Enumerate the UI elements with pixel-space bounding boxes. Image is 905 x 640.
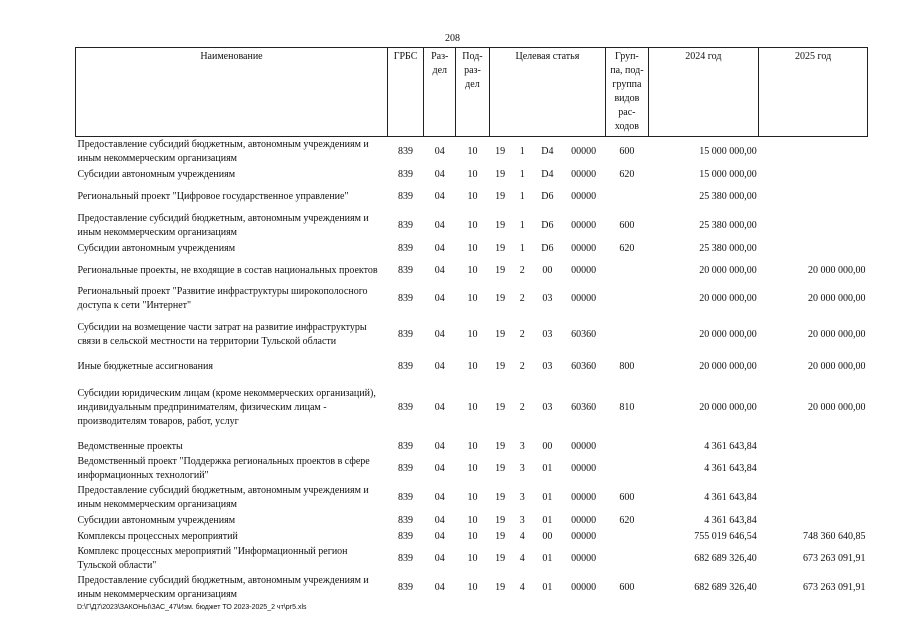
expense-group-code: 620 (619, 514, 635, 526)
amount-2024: 20 000 000,00 (699, 292, 757, 304)
row-name: Предоставление субсидий бюджетным, автономным учреждениям и иным некоммерческим организациям (77, 212, 369, 238)
row-name: Ведомственный проект "Поддержка региональных проектов в сфере информационных технологий" (77, 455, 370, 481)
target-type: 4 (519, 530, 525, 542)
expense-group-code: 600 (619, 491, 635, 503)
target-program: 19 (495, 552, 506, 564)
amount-2024: 4 361 643,84 (704, 514, 757, 526)
razdel-code: 04 (434, 190, 445, 202)
target-program: 19 (495, 328, 506, 340)
header-year-2025: 2025 год (759, 48, 868, 137)
expense-group-code (606, 529, 648, 545)
target-project: 03 (542, 292, 553, 304)
grbs-code: 839 (398, 514, 414, 526)
header-podrazdel: Под- раз- дел (456, 48, 489, 137)
row-name: Ведомственные проекты (77, 440, 183, 452)
target-direction: 00000 (571, 462, 597, 474)
target-program: 19 (495, 514, 506, 526)
table-row (76, 483, 868, 513)
header-target-article: Целевая статья (489, 48, 606, 137)
razdel-code: 04 (434, 581, 445, 593)
amount-2025: 20 000 000,00 (808, 360, 866, 372)
grbs-code: 839 (398, 491, 414, 503)
podrazdel-code: 10 (467, 242, 478, 254)
amount-2024: 755 019 646,54 (694, 530, 757, 542)
target-direction: 00000 (571, 219, 597, 231)
target-program: 19 (495, 219, 506, 231)
grbs-code: 839 (398, 552, 414, 564)
target-program: 19 (495, 360, 506, 372)
target-program: 19 (495, 462, 506, 474)
row-name: Региональный проект "Развитие инфраструктуры широкополосного доступа к сети "Интернет" (77, 285, 368, 311)
target-program: 19 (495, 264, 506, 276)
header-grbs: ГРБС (387, 48, 423, 137)
podrazdel-code: 10 (467, 401, 478, 413)
razdel-code: 04 (434, 401, 445, 413)
target-direction: 00000 (571, 581, 597, 593)
target-type: 2 (519, 292, 525, 304)
podrazdel-code: 10 (467, 292, 478, 304)
target-direction: 60360 (571, 401, 597, 413)
target-type: 3 (519, 462, 525, 474)
amount-2024: 15 000 000,00 (699, 145, 757, 157)
amount-2025: 20 000 000,00 (808, 328, 866, 340)
row-name: Субсидии автономным учреждениям (77, 242, 236, 254)
target-type: 1 (519, 242, 525, 254)
target-project: 01 (542, 581, 553, 593)
amount-2025: 673 263 091,91 (803, 552, 866, 564)
razdel-code: 04 (434, 440, 445, 452)
row-name: Региональные проекты, не входящие в состав национальных проектов (77, 264, 378, 276)
amount-2024: 20 000 000,00 (699, 328, 757, 340)
grbs-code: 839 (398, 401, 414, 413)
header-expense-group: Груп- па, под- группа видов рас- ходов (606, 48, 648, 137)
target-project: 01 (542, 491, 553, 503)
target-project: 03 (542, 401, 553, 413)
row-name: Комплексы процессных мероприятий (77, 530, 238, 542)
target-program: 19 (495, 440, 506, 452)
grbs-code: 839 (398, 581, 414, 593)
amount-2024: 15 000 000,00 (699, 168, 757, 180)
grbs-code: 839 (398, 145, 414, 157)
podrazdel-code: 10 (467, 190, 478, 202)
row-name: Предоставление субсидий бюджетным, автономным учреждениям и иным некоммерческим организациям (77, 574, 369, 600)
amount-2025: 20 000 000,00 (808, 401, 866, 413)
target-project: 01 (542, 514, 553, 526)
target-direction: 00000 (571, 440, 597, 452)
podrazdel-code: 10 (467, 360, 478, 372)
target-direction: 00000 (571, 242, 597, 254)
grbs-code: 839 (398, 242, 414, 254)
target-direction: 00000 (571, 491, 597, 503)
header-name: Наименование (76, 48, 388, 137)
table-row (76, 455, 868, 483)
expense-group-code (606, 183, 648, 211)
table-row (76, 377, 868, 439)
amount-2025 (759, 137, 868, 167)
podrazdel-code: 10 (467, 264, 478, 276)
target-program: 19 (495, 491, 506, 503)
expense-group-code: 800 (619, 360, 635, 372)
amount-2025 (759, 513, 868, 529)
target-project: 01 (542, 462, 553, 474)
row-name: Субсидии на возмещение части затрат на развитие инфраструктуры связи в сельской местности на территории Тульской области (77, 321, 367, 347)
target-direction: 60360 (571, 328, 597, 340)
podrazdel-code: 10 (467, 581, 478, 593)
target-type: 4 (519, 581, 525, 593)
expense-group-code (606, 545, 648, 573)
amount-2024: 4 361 643,84 (704, 462, 757, 474)
target-program: 19 (495, 145, 506, 157)
grbs-code: 839 (398, 168, 414, 180)
table-row (76, 167, 868, 183)
target-project: 03 (542, 328, 553, 340)
target-type: 3 (519, 440, 525, 452)
grbs-code: 839 (398, 530, 414, 542)
row-name: Субсидии автономным учреждениям (77, 514, 236, 526)
podrazdel-code: 10 (467, 552, 478, 564)
expense-group-code (606, 439, 648, 455)
target-project: 00 (542, 264, 553, 276)
podrazdel-code: 10 (467, 491, 478, 503)
row-name: Субсидии автономным учреждениям (77, 168, 236, 180)
razdel-code: 04 (434, 219, 445, 231)
razdel-code: 04 (434, 360, 445, 372)
target-direction: 00000 (571, 145, 597, 157)
target-program: 19 (495, 242, 506, 254)
target-type: 3 (519, 514, 525, 526)
amount-2025 (759, 241, 868, 257)
table-row (76, 211, 868, 241)
row-name: Иные бюджетные ассигнования (77, 360, 213, 372)
amount-2025 (759, 183, 868, 211)
amount-2024: 25 380 000,00 (699, 219, 757, 231)
razdel-code: 04 (434, 168, 445, 180)
razdel-code: 04 (434, 264, 445, 276)
grbs-code: 839 (398, 264, 414, 276)
target-project: D4 (541, 145, 554, 157)
table-row (76, 183, 868, 211)
expense-group-code: 810 (619, 401, 635, 413)
table-row (76, 357, 868, 377)
podrazdel-code: 10 (467, 219, 478, 231)
amount-2024: 20 000 000,00 (699, 401, 757, 413)
expense-group-code: 600 (619, 219, 635, 231)
target-project: D6 (541, 242, 554, 254)
amount-2025 (759, 455, 868, 483)
table-header (76, 48, 868, 137)
amount-2025 (759, 211, 868, 241)
amount-2025 (759, 439, 868, 455)
target-project: 00 (542, 530, 553, 542)
target-program: 19 (495, 530, 506, 542)
row-name: Субсидии юридическим лицам (кроме некоммерческих организаций), индивидуальным предпринимателям, физическим лицам - производителям товаров, работ, услуг (77, 387, 376, 427)
podrazdel-code: 10 (467, 440, 478, 452)
amount-2024: 25 380 000,00 (699, 190, 757, 202)
podrazdel-code: 10 (467, 168, 478, 180)
razdel-code: 04 (434, 145, 445, 157)
table-row (76, 313, 868, 357)
table-row (76, 573, 868, 603)
row-name: Региональный проект "Цифровое государственное управление" (77, 190, 349, 202)
target-type: 1 (519, 219, 525, 231)
expense-group-code: 600 (619, 145, 635, 157)
amount-2025 (759, 483, 868, 513)
amount-2024: 20 000 000,00 (699, 264, 757, 276)
razdel-code: 04 (434, 292, 445, 304)
expense-group-code: 620 (619, 168, 635, 180)
amount-2024: 682 689 326,40 (694, 581, 757, 593)
amount-2025 (759, 167, 868, 183)
target-direction: 00000 (571, 168, 597, 180)
row-name: Предоставление субсидий бюджетным, автономным учреждениям и иным некоммерческим организациям (77, 138, 369, 164)
expense-group-code: 620 (619, 242, 635, 254)
expense-group-code (606, 285, 648, 313)
table-row (76, 241, 868, 257)
grbs-code: 839 (398, 462, 414, 474)
target-type: 2 (519, 328, 525, 340)
table-body (76, 137, 868, 603)
target-program: 19 (495, 190, 506, 202)
target-project: D6 (541, 190, 554, 202)
target-type: 4 (519, 552, 525, 564)
razdel-code: 04 (434, 462, 445, 474)
target-project: D4 (541, 168, 554, 180)
podrazdel-code: 10 (467, 462, 478, 474)
target-type: 1 (519, 145, 525, 157)
grbs-code: 839 (398, 292, 414, 304)
target-project: 01 (542, 552, 553, 564)
target-direction: 00000 (571, 292, 597, 304)
target-project: 03 (542, 360, 553, 372)
target-project: 00 (542, 440, 553, 452)
grbs-code: 839 (398, 360, 414, 372)
amount-2024: 4 361 643,84 (704, 491, 757, 503)
grbs-code: 839 (398, 328, 414, 340)
podrazdel-code: 10 (467, 530, 478, 542)
target-project: D6 (541, 219, 554, 231)
razdel-code: 04 (434, 514, 445, 526)
target-direction: 00000 (571, 514, 597, 526)
target-program: 19 (495, 168, 506, 180)
amount-2025: 673 263 091,91 (803, 581, 866, 593)
target-program: 19 (495, 292, 506, 304)
razdel-code: 04 (434, 491, 445, 503)
target-type: 1 (519, 190, 525, 202)
target-direction: 00000 (571, 530, 597, 542)
table-row (76, 545, 868, 573)
target-program: 19 (495, 401, 506, 413)
header-year-2024: 2024 год (648, 48, 759, 137)
amount-2024: 4 361 643,84 (704, 440, 757, 452)
target-type: 2 (519, 401, 525, 413)
razdel-code: 04 (434, 552, 445, 564)
podrazdel-code: 10 (467, 514, 478, 526)
table-row (76, 285, 868, 313)
table-row (76, 513, 868, 529)
target-type: 1 (519, 168, 525, 180)
razdel-code: 04 (434, 530, 445, 542)
amount-2025: 748 360 640,85 (803, 530, 866, 542)
razdel-code: 04 (434, 328, 445, 340)
target-direction: 00000 (571, 190, 597, 202)
target-type: 3 (519, 491, 525, 503)
table-row (76, 257, 868, 285)
target-direction: 00000 (571, 264, 597, 276)
table-row (76, 439, 868, 455)
table-row (76, 529, 868, 545)
grbs-code: 839 (398, 190, 414, 202)
target-type: 2 (519, 264, 525, 276)
amount-2024: 20 000 000,00 (699, 360, 757, 372)
expense-group-code: 600 (619, 581, 635, 593)
razdel-code: 04 (434, 242, 445, 254)
amount-2024: 682 689 326,40 (694, 552, 757, 564)
budget-table (75, 47, 868, 603)
amount-2025: 20 000 000,00 (808, 292, 866, 304)
expense-group-code (606, 455, 648, 483)
target-type: 2 (519, 360, 525, 372)
grbs-code: 839 (398, 440, 414, 452)
grbs-code: 839 (398, 219, 414, 231)
expense-group-code (606, 313, 648, 357)
row-name: Предоставление субсидий бюджетным, автономным учреждениям и иным некоммерческим организациям (77, 484, 369, 510)
amount-2024: 25 380 000,00 (699, 242, 757, 254)
table-row (76, 137, 868, 167)
podrazdel-code: 10 (467, 145, 478, 157)
expense-group-code (606, 257, 648, 285)
target-direction: 00000 (571, 552, 597, 564)
target-direction: 60360 (571, 360, 597, 372)
row-name: Комплекс процессных мероприятий "Информационный регион Тульской области" (77, 545, 348, 571)
file-path-footer: D:\Г\Д7\2023\ЗАКОНЫ\ЗАС_47\Изм. бюджет ТО 2023-2025_2 чт\рг5.xls (77, 604, 307, 611)
podrazdel-code: 10 (467, 328, 478, 340)
amount-2025: 20 000 000,00 (808, 264, 866, 276)
page-number: 208 (445, 33, 460, 44)
target-program: 19 (495, 581, 506, 593)
header-razdel: Раз- дел (424, 48, 456, 137)
